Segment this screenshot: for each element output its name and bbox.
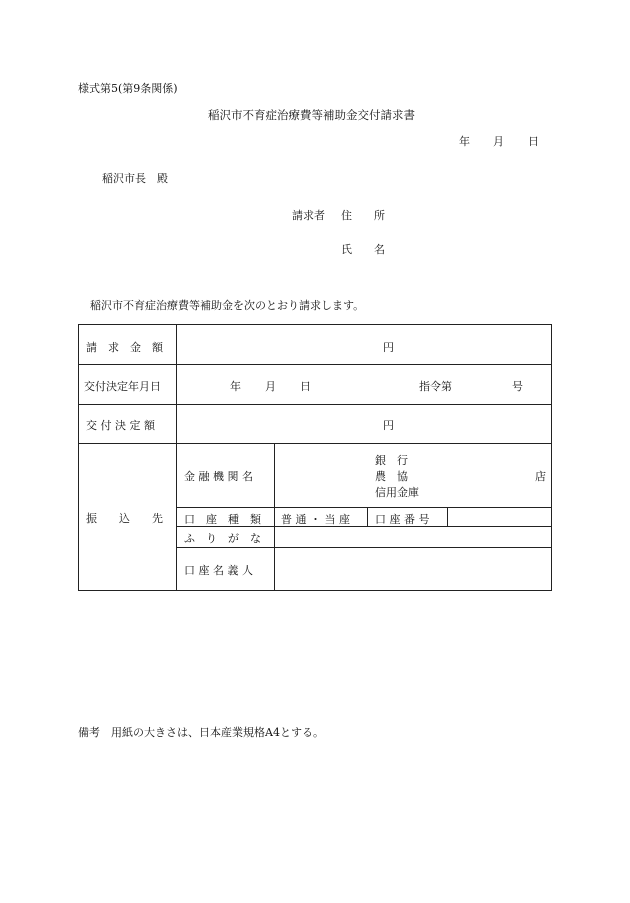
addressee: 稲沢市長 殿 [102, 172, 168, 185]
date-month-label: 月 [493, 135, 504, 148]
claim-amount-yen: 円 [383, 341, 394, 354]
account-holder-label: 口 座 名 義 人 [184, 564, 253, 577]
claimant-address-label: 住 所 [341, 209, 385, 222]
instruction-label: 指令第 [419, 380, 452, 393]
bank-label: 金 融 機 関 名 [184, 470, 253, 483]
bank-type-agri: 農 協 [375, 470, 408, 483]
footer-note: 備考 用紙の大きさは、日本産業規格A4とする。 [78, 726, 324, 739]
decision-month-label: 月 [265, 380, 276, 393]
claimant-name-label: 氏 名 [341, 243, 385, 256]
decision-date-label: 交付決定年月日 [84, 380, 161, 393]
decision-amount-yen: 円 [383, 419, 394, 432]
request-form-table [78, 324, 552, 591]
date-day-label: 日 [528, 135, 539, 148]
account-number-label: 口 座 番 号 [375, 513, 430, 526]
account-type-label: 口 座 種 類 [184, 513, 261, 526]
instruction-number-suffix: 号 [512, 380, 523, 393]
transfer-label: 振 込 先 [86, 512, 163, 525]
furigana-label: ふ り が な [184, 532, 261, 545]
form-number: 様式第5(第9条関係) [78, 82, 178, 95]
date-year-label: 年 [459, 135, 470, 148]
decision-day-label: 日 [300, 380, 311, 393]
account-type-value: 普 通 ・ 当 座 [281, 513, 350, 526]
branch-label: 店 [535, 470, 546, 483]
claimant-label: 請求者 [292, 209, 325, 222]
decision-year-label: 年 [230, 380, 241, 393]
form-title: 稲沢市不育症治療費等補助金交付請求書 [208, 108, 415, 122]
claim-amount-label: 請 求 金 額 [86, 341, 163, 354]
decision-amount-label: 交 付 決 定 額 [86, 419, 155, 432]
bank-type-credit: 信用金庫 [375, 486, 419, 499]
intro-text: 稲沢市不育症治療費等補助金を次のとおり請求します。 [90, 299, 365, 312]
bank-type-bank: 銀 行 [375, 454, 408, 467]
